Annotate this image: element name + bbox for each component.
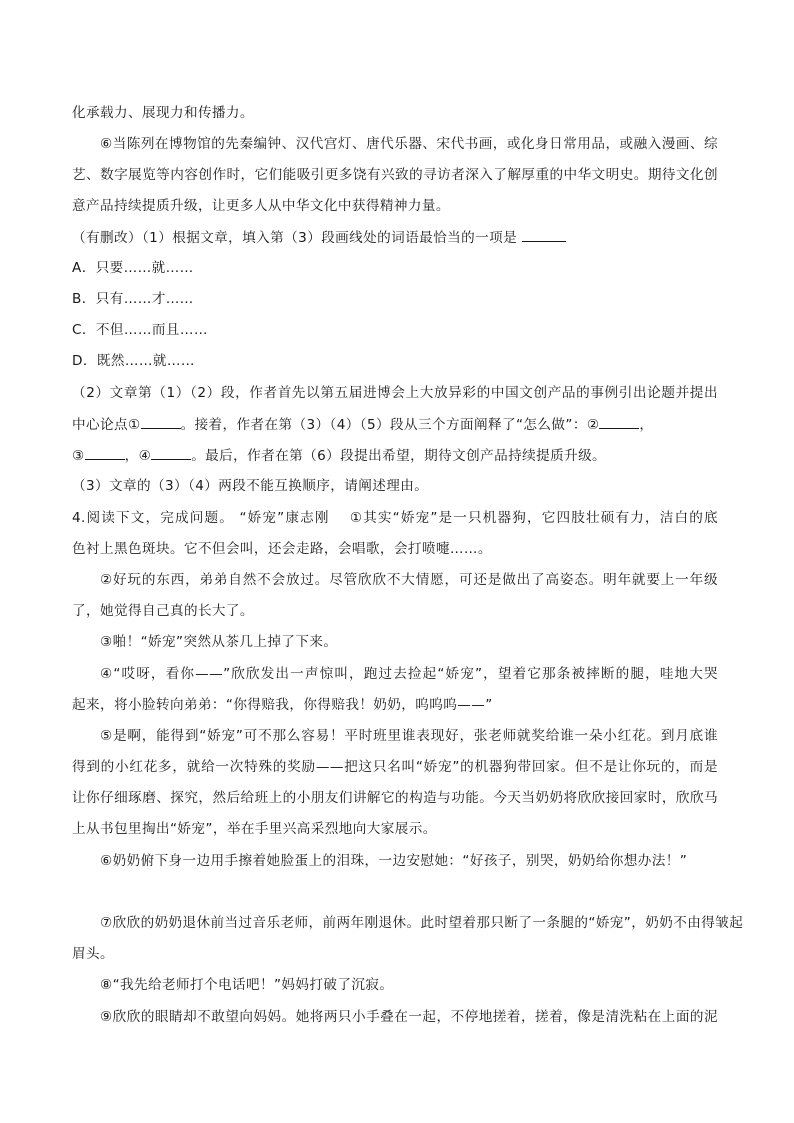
passage-4-line-5: ③啪！“娇宠”突然从茶几上掉了下来。 — [100, 634, 338, 650]
question-2-text-c: ， — [639, 417, 654, 433]
option-c: C．不但……而且…… — [72, 322, 208, 338]
passage-4-line-9: 得到的小红花多，就给一次特殊的奖励——把这只名叫“娇宠”的机器狗带回家。但不是让你玩的，而是 — [72, 759, 718, 775]
passage-4-line-12: ⑥奶奶俯下身一边用手擦着她脸蛋上的泪珠，一边安慰她：“好孩子，别哭，奶奶给你想办法！” — [100, 853, 688, 869]
passage-4-line-15: ⑧“我先给老师打个电话吧！”妈妈打破了沉寂。 — [100, 977, 394, 993]
question-2-text-d: ③ — [72, 448, 85, 464]
answer-blank-1[interactable] — [141, 414, 181, 429]
answer-blank-2[interactable] — [599, 414, 639, 429]
question-2-line-3 — [72, 445, 606, 466]
text-line: 化承载力、展现力和传播力。 — [72, 105, 254, 121]
passage-4-line-2: 色衬上黑色斑块。它不但会叫，还会走路，会唱歌，会打喷嚏……。 — [72, 541, 492, 557]
question-2-text-b: 。接着，作者在第（3）（4）（5）段从三个方面阐释了“怎么做”：② — [180, 417, 600, 433]
passage-4-line-7: 起来，将小脸转向弟弟：“你得赔我，你得赔我！奶奶，呜呜呜——” — [72, 697, 493, 713]
option-a: A．只要……就…… — [72, 260, 194, 276]
paragraph-6-line-1: ⑥当陈列在博物馆的先秦编钟、汉代宫灯、唐代乐器、宋代书画，或化身日常用品，或融入漫画、综 — [100, 136, 718, 152]
question-3: （3）文章的（3）（4）两段不能互换顺序，请阐述理由。 — [72, 478, 429, 494]
question-2-text-f: 。最后，作者在第（6）段提出希望，期待文创产品持续提质升级。 — [191, 448, 607, 464]
passage-4-line-1: 4.阅读下文，完成问题。 “娇宠”康志刚 ①其实“娇宠”是一只机器狗，它四肢壮硕有力，洁白的底 — [72, 510, 718, 526]
question-1-text: （有删改）（1）根据文章，填入第（3）段画线处的词语最恰当的一项是 — [72, 230, 518, 246]
passage-4-line-14: 眉头。 — [72, 946, 114, 962]
answer-blank[interactable] — [522, 227, 566, 242]
answer-blank-3[interactable] — [85, 445, 125, 460]
passage-4-line-10: 让你仔细琢磨、探究，然后给班上的小朋友们讲解它的构造与功能。今天当奶奶将欣欣接回家时，欣欣马 — [72, 790, 718, 806]
option-b: B．只有……才…… — [72, 291, 194, 307]
passage-4-line-8: ⑤是啊，能得到“娇宠”可不那么容易！平时班里谁表现好，张老师就奖给谁一朵小红花。到月底谁 — [100, 728, 718, 744]
passage-4-line-3: ②好玩的东西，弟弟自然不会放过。尽管欣欣不大情愿，可还是做出了高姿态。明年就要上一年级 — [100, 572, 718, 588]
question-2-text-a: 中心论点① — [72, 417, 141, 433]
option-d: D．既然……就…… — [72, 353, 195, 369]
passage-4-line-16: ⑨欣欣的眼睛却不敢望向妈妈。她将两只小手叠在一起，不停地搓着，搓着，像是清洗粘在上面的泥 — [100, 1009, 718, 1025]
paragraph-6-line-3: 意产品持续提质升级，让更多人从中华文化中获得精神力量。 — [72, 198, 450, 214]
passage-4-line-4: 了，她觉得自己真的长大了。 — [72, 603, 254, 619]
passage-4-line-11: 上从书包里掏出“娇宠”，举在手里兴高采烈地向大家展示。 — [72, 821, 437, 837]
passage-4-line-13: ⑦欣欣的奶奶退休前当过音乐老师，前两年刚退休。此时望着那只断了一条腿的“娇宠”，奶奶不由得皱起 — [100, 915, 744, 931]
question-2-line-2 — [72, 414, 653, 435]
passage-4-line-6: ④“哎呀，看你——”欣欣发出一声惊叫，跑过去捡起“娇宠”，望着它那条被摔断的腿，哇地大哭 — [100, 666, 718, 682]
question-2-line-1: （2）文章第（1）（2）段，作者首先以第五届进博会上大放异彩的中国文创产品的事例引出论题并提出 — [72, 385, 718, 401]
paragraph-6-line-2: 艺、数字展览等内容创作时，它们能吸引更多饶有兴致的寻访者深入了解厚重的中华文明史。期待文化创 — [72, 167, 718, 183]
question-1-stem — [72, 227, 566, 248]
answer-blank-4[interactable] — [151, 445, 191, 460]
question-2-text-e: ，④ — [124, 448, 152, 464]
